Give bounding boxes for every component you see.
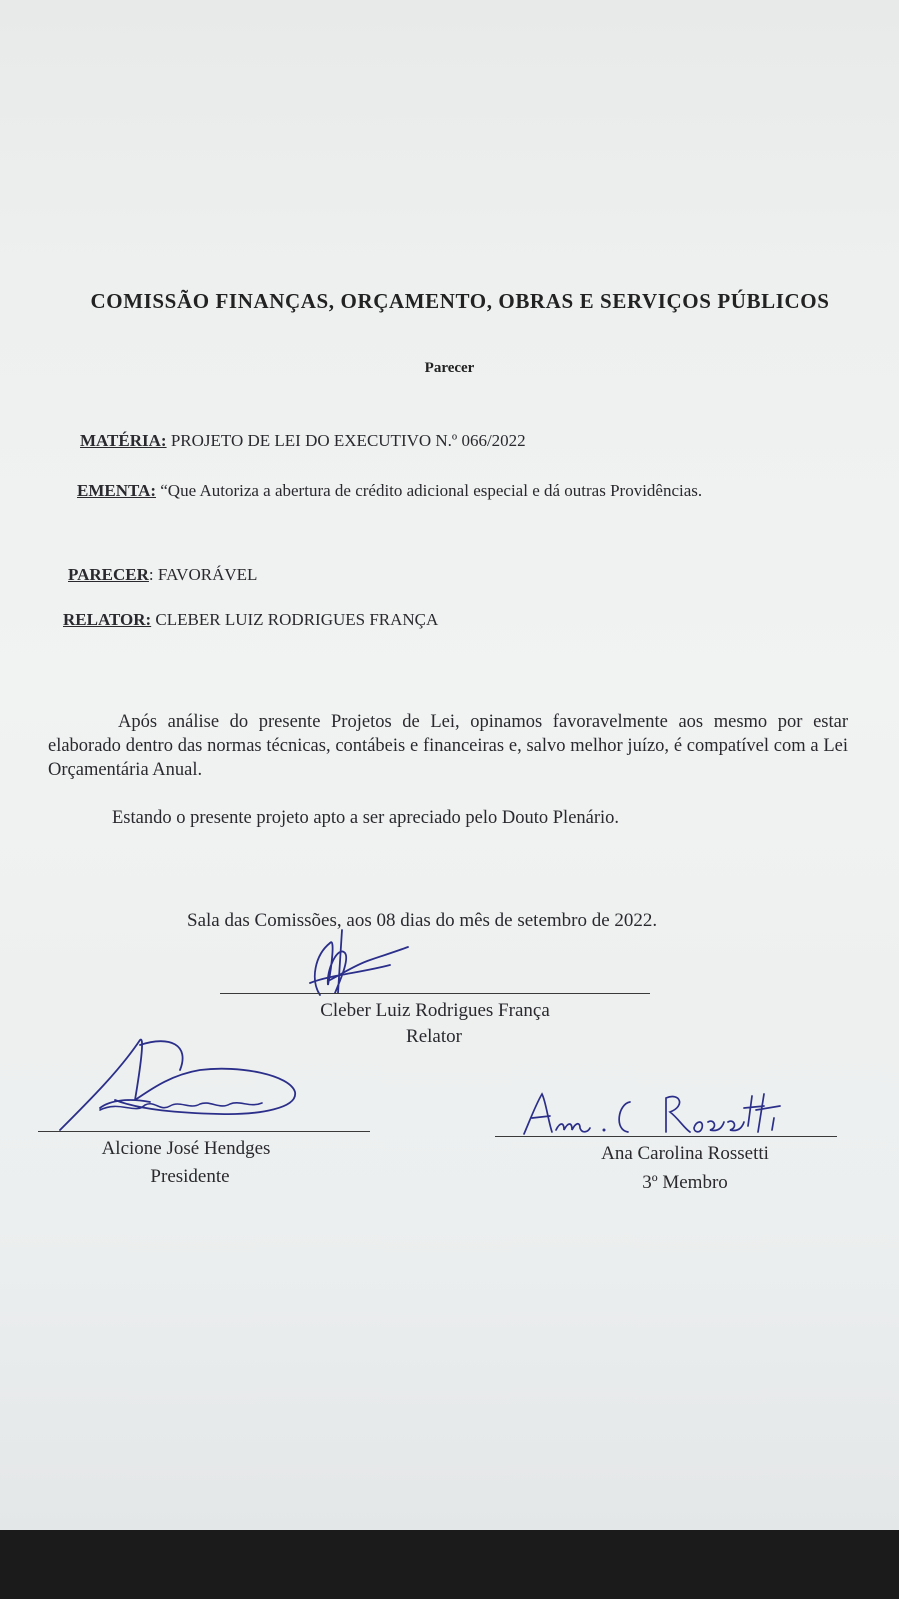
presidente-signature-line xyxy=(38,1131,370,1132)
presidente-role: Presidente xyxy=(150,1166,230,1187)
parecer-label: PARECER xyxy=(68,565,149,584)
paragraph-conclusion: Estando o presente projeto apto a ser apreciado pelo Douto Plenário. xyxy=(112,808,620,828)
presidente-signature xyxy=(40,1030,310,1140)
materia-label: MATÉRIA: xyxy=(80,431,167,450)
ementa-value: “Que Autoriza a abertura de crédito adicional especial e dá outras Providências. xyxy=(156,481,703,500)
dark-background xyxy=(0,1530,899,1599)
paragraph-analysis: Após análise do presente Projetos de Lei, opinamos favoravelmente aos mesmo por estar elaborado dentro das normas técnicas, contábeis e financeiras e, salvo melhor juízo, é compatível com a Lei Orçamentária Anual. xyxy=(48,712,848,780)
relator-value: CLEBER LUIZ RODRIGUES FRANÇA xyxy=(151,610,439,629)
materia-field xyxy=(80,430,526,452)
ementa-label: EMENTA: xyxy=(77,481,157,500)
membro-name: Ana Carolina Rossetti xyxy=(601,1143,769,1164)
relator-signature-line xyxy=(220,993,650,994)
parecer-value: : FAVORÁVEL xyxy=(148,565,258,584)
document-heading: COMISSÃO FINANÇAS, ORÇAMENTO, OBRAS E SERVIÇOS PÚBLICOS xyxy=(90,289,830,313)
relator-name: Cleber Luiz Rodrigues França xyxy=(320,1000,550,1021)
presidente-name: Alcione José Hendges xyxy=(101,1138,271,1159)
relator-role: Relator xyxy=(406,1026,462,1047)
place-date: Sala das Comissões, aos 08 dias do mês de setembro de 2022. xyxy=(187,910,658,931)
materia-value: PROJETO DE LEI DO EXECUTIVO N.º 066/2022 xyxy=(166,431,526,450)
relator-label: RELATOR: xyxy=(63,610,152,629)
parecer-field xyxy=(68,564,257,586)
ementa-field xyxy=(77,480,827,502)
membro-role: 3º Membro xyxy=(642,1172,728,1193)
document-subtitle: Parecer xyxy=(424,360,475,376)
membro-signature-line xyxy=(495,1136,837,1137)
membro-signature xyxy=(518,1082,788,1142)
relator-field xyxy=(63,609,438,631)
